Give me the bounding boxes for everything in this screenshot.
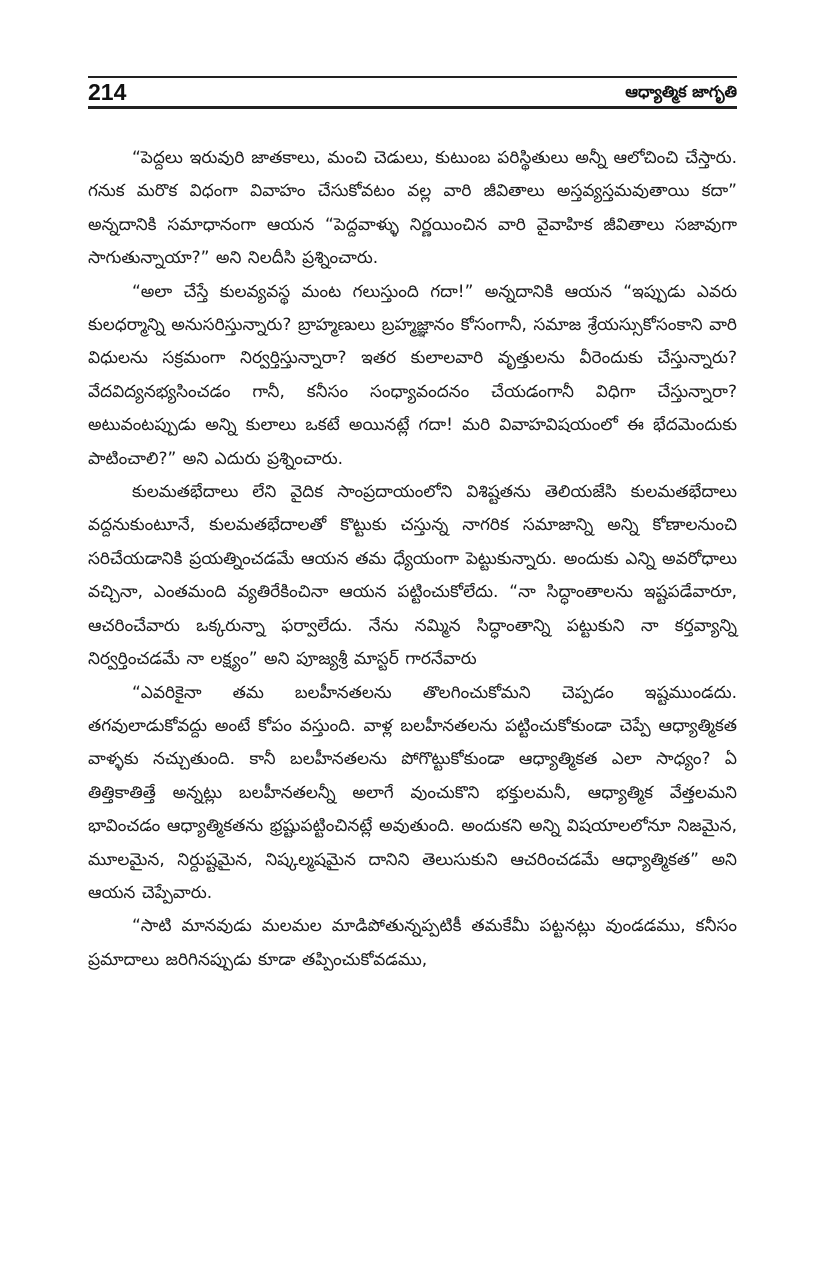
paragraph: “సాటి మానవుడు మలమల మాడిపోతున్నప్పటికీ తమకేమీ పట్టనట్లు వుండడము, కనీసం ప్రమాదాలు జరిగినప్పుడు కూడా తప్పించుకోవడము,: [88, 916, 737, 970]
body-text: [88, 142, 737, 977]
paragraph: “పెద్దలు ఇరువురి జాతకాలు, మంచి చెడులు, కుటుంబ పరిస్థితులు అన్నీ ఆలోచించి చేస్తారు. గనుక మరొక విధంగా వివాహం చేసుకోవటం వల్ల వారి జీవితాలు అస్తవ్యస్తమవుతాయి కదా” అన్నదానికి సమాధానంగా ఆయన “పెద్దవాళ్ళు నిర్ణయించిన వారి వైవాహిక జీవితాలు సజావుగా సాగుతున్నాయా?” అని నిలదీసి ప్రశ్నించారు.: [88, 148, 737, 269]
running-title: ఆధ్యాత్మిక జాగృతి: [625, 82, 737, 101]
page-number: 214: [88, 79, 127, 105]
header-bottom-rule: [88, 106, 737, 109]
paragraph: “ఎవరికైనా తమ బలహీనతలను తొలగించుకోమని చెప్పడం ఇష్టముండదు. తగవులాడుకోవద్దు అంటే కోపం వస్తుంది. వాళ్ల బలహీనతలను పట్టించుకోకుండా చెప్పే ఆధ్యాత్మికత వాళ్ళకు నచ్చుతుంది. కానీ బలహీనతలను పోగొట్టుకోకుండా ఆధ్యాత్మికత ఎలా సాధ్యం? ఏ తిత్తికాతిత్తే అన్నట్లు బలహీనతలన్నీ అలాగే వుంచుకొని భక్తులమనీ, ఆధ్యాత్మిక వేత్తలమని భావించడం ఆధ్యాత్మికతను భ్రష్టుపట్టించినట్లే అవుతుంది. అందుకని అన్ని విషయాలలోనూ నిజమైన, మూలమైన, నిర్దుష్టమైన, నిష్కల్మషమైన దానిని తెలుసుకుని ఆచరించడమే ఆధ్యాత్మికత” అని ఆయన చెప్పేవారు.: [88, 682, 737, 903]
paragraph: “అలా చేస్తే కులవ్యవస్థ మంట గలుస్తుంది గదా!” అన్నదానికి ఆయన “ఇప్పుడు ఎవరు కులధర్మాన్ని అనుసరిస్తున్నారు? బ్రాహ్మణులు బ్రహ్మజ్ఞానం కోసంగానీ, సమాజ శ్రేయస్సుకోసంకాని వారి విధులను సక్రమంగా నిర్వర్తిస్తున్నారా? ఇతర కులాలవారి వృత్తులను వీరెందుకు చేస్తున్నారు? వేదవిద్యనభ్యసించడం గానీ, కనీసం సంధ్యావందనం చేయడంగానీ విధిగా చేస్తున్నారా? అటువంటప్పుడు అన్ని కులాలు ఒకటే అయినట్లే గదా! మరి వివాహవిషయంలో ఈ భేదమెందుకు పాటించాలి?” అని ఎదురు ప్రశ్నించారు.: [88, 281, 738, 469]
paragraph: కులమతభేదాలు లేని వైదిక సాంప్రదాయంలోని విశిష్టతను తెలియజేసి కులమతభేదాలు వద్దనుకుంటూనే, కులమతభేదాలతో కొట్టుకు చస్తున్న నాగరిక సమాజాన్ని అన్ని కోణాలనుంచి సరిచేయడానికి ప్రయత్నించడమే ఆయన తమ ధ్యేయంగా పెట్టుకున్నారు. అందుకు ఎన్ని అవరోధాలు వచ్చినా, ఎంతమంది వ్యతిరేకించినా ఆయన పట్టించుకోలేదు. “నా సిద్ధాంతాలను ఇష్టపడేవారూ, ఆచరించేవారు ఒక్కరున్నా ఫర్వాలేదు. నేను నమ్మిన సిద్ధాంతాన్ని పట్టుకుని నా కర్తవ్యాన్ని నిర్వర్తించడమే నా లక్ష్యం” అని పూజ్యశ్రీ మాస్టర్ గారనేవారు: [88, 482, 737, 670]
